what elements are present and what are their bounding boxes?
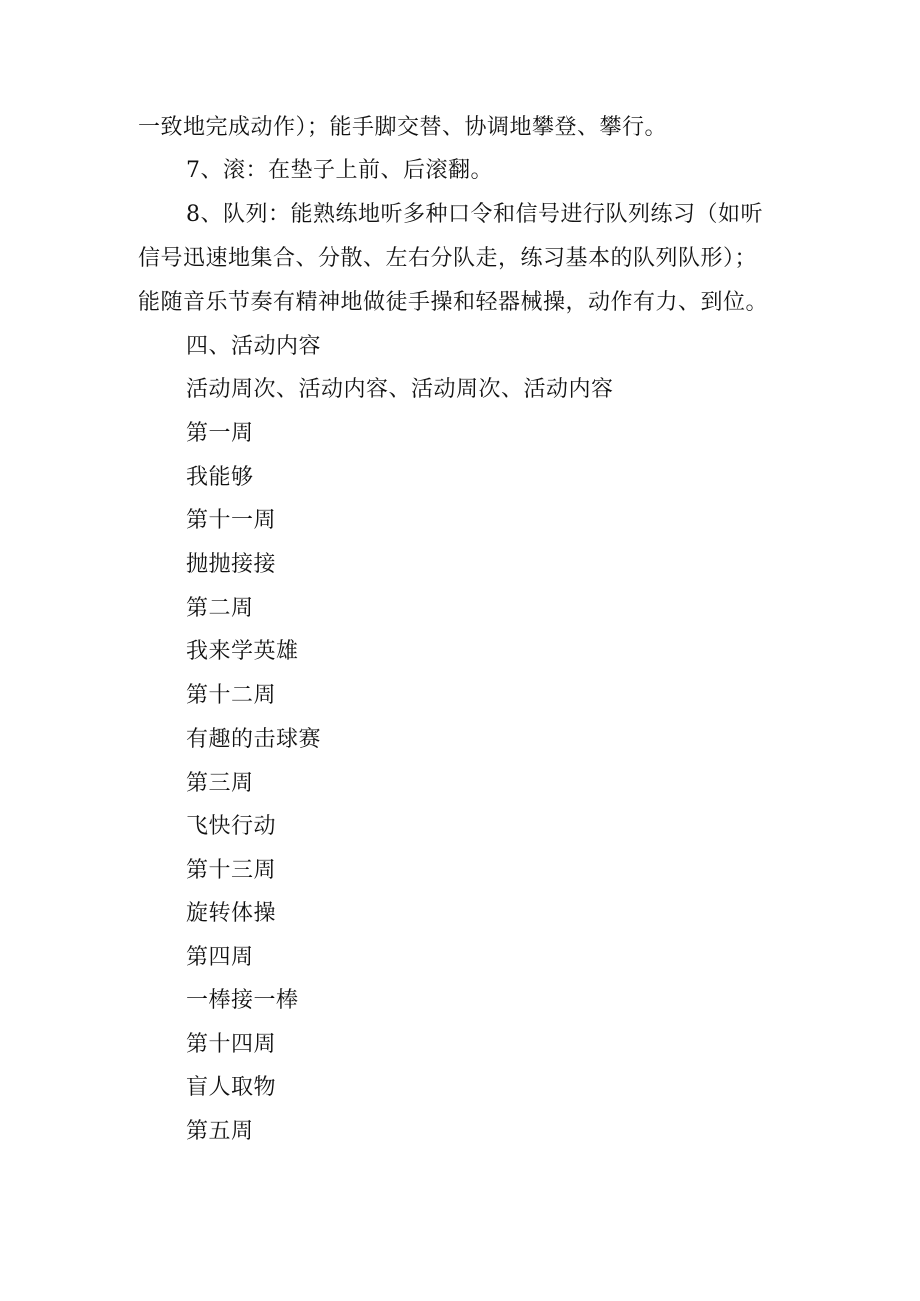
paragraph-line: 7、滚：在垫子上前、后滚翻。	[186, 158, 493, 183]
schedule-item: 抛抛接接	[186, 552, 277, 577]
schedule-item: 第十三周	[186, 858, 277, 883]
schedule-item: 我能够	[186, 465, 254, 490]
schedule-item: 第十一周	[186, 508, 277, 533]
table-header: 活动周次、活动内容、活动周次、活动内容	[186, 377, 614, 402]
paragraph-line: 信号迅速地集合、分散、左右分队走，练习基本的队列队形）；	[138, 246, 758, 271]
schedule-item: 第一周	[186, 421, 254, 446]
schedule-item: 第十四周	[186, 1032, 277, 1057]
schedule-item: 一棒接一棒	[186, 988, 299, 1013]
paragraph-line: 8、队列：能熟练地听多种口令和信号进行队列练习（如听	[186, 202, 763, 227]
schedule-item: 有趣的击球赛	[186, 727, 322, 752]
paragraph-line: 一致地完成动作）；能手脚交替、协调地攀登、攀行。	[138, 115, 668, 140]
schedule-item: 旋转体操	[186, 901, 277, 926]
schedule-item: 第十二周	[186, 683, 277, 708]
schedule-item: 第四周	[186, 945, 254, 970]
schedule-item: 我来学英雄	[186, 639, 299, 664]
schedule-item: 第三周	[186, 771, 254, 796]
schedule-item: 第二周	[186, 596, 254, 621]
paragraph-line: 能随音乐节奏有精神地做徒手操和轻器械操，动作有力、到位。	[138, 290, 769, 315]
schedule-item: 第五周	[186, 1119, 254, 1144]
schedule-item: 盲人取物	[186, 1075, 277, 1100]
section-heading: 四、活动内容	[186, 334, 322, 359]
schedule-item: 飞快行动	[186, 814, 277, 839]
